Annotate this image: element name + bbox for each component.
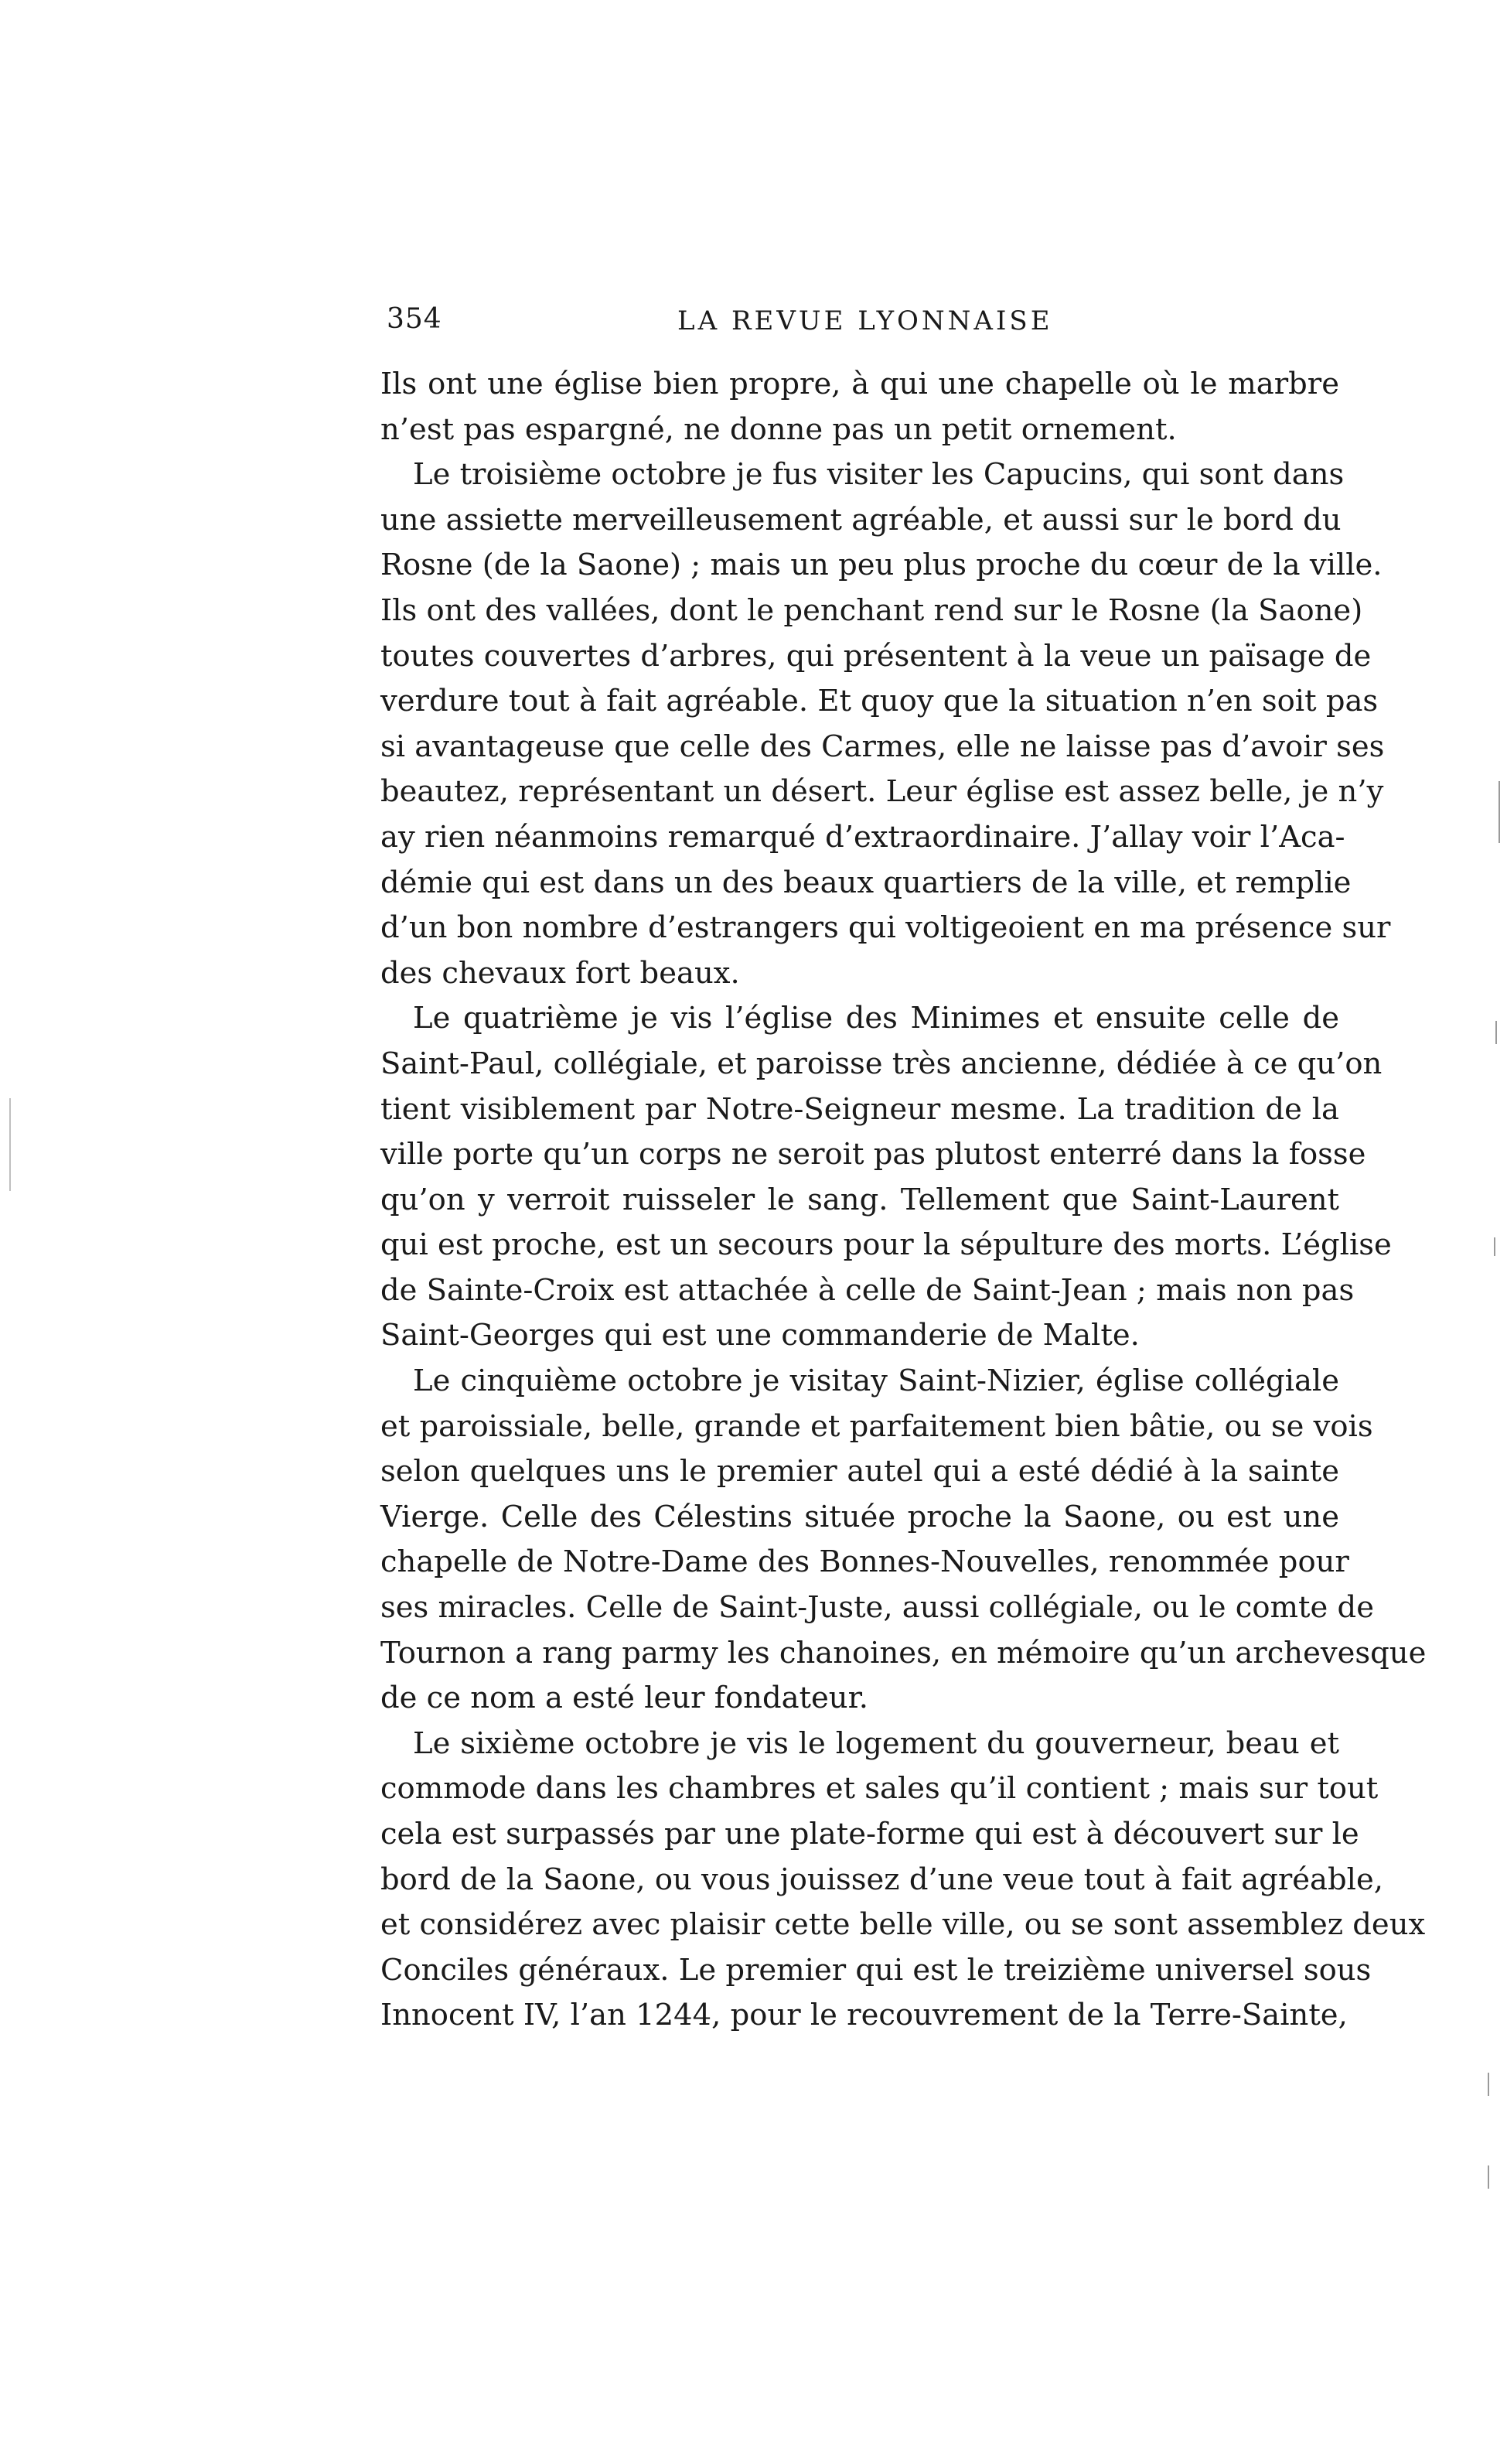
paragraph [380, 452, 1391, 996]
text-line: qu’on y verroit ruisseler le sang. Tellement que Saint-Laurent [380, 1182, 1339, 1217]
text-line: Le cinquième octobre je visitay Saint-Nizier, église collégiale [413, 1363, 1339, 1399]
text-line: Saint-Paul, collégiale, et paroisse très ancienne, dédiée à ce qu’on [380, 1046, 1383, 1081]
paragraph [380, 1359, 1427, 1722]
text-line: démie qui est dans un des beaux quartiers de la ville, et remplie [380, 865, 1352, 900]
text-line: beautez, représentant un désert. Leur église est assez belle, je n’y [380, 774, 1384, 810]
paragraph [380, 1722, 1426, 2039]
text-line: si avantageuse que celle des Carmes, elle ne laisse pas d’avoir ses [380, 729, 1385, 764]
scan-artifact [1494, 1237, 1495, 1256]
text-line: Ils ont des vallées, dont le penchant rend sur le Rosne (la Saone) [380, 592, 1363, 628]
text-line: Ils ont une église bien propre, à qui une chapelle où le marbre [380, 367, 1339, 401]
scan-artifact [1488, 2165, 1489, 2189]
text-line: commode dans les chambres et sales qu’il contient ; mais sur tout [380, 1771, 1379, 1807]
running-head [387, 303, 1338, 350]
text-line: Rosne (de la Saone) ; mais un peu plus proche du cœur de la ville. [380, 548, 1383, 583]
scan-artifact [1495, 1021, 1497, 1044]
text-line: toutes couvertes d’arbres, qui présentent à la veue un païsage de [380, 638, 1372, 674]
text-line: Le quatrième je vis l’église des Minimes et ensuite celle de [413, 1001, 1339, 1036]
text-line: Saint-Georges qui est une commanderie de Malte. [380, 1318, 1140, 1353]
text-line: Innocent IV, l’an 1244, pour le recouvrement de la Terre-Sainte, [380, 1998, 1348, 2033]
text-line: bord de la Saone, ou vous jouissez d’une veue tout à fait agréable, [380, 1862, 1383, 1897]
text-line: des chevaux fort beaux. [380, 955, 740, 991]
text-line: chapelle de Notre-Dame des Bonnes-Nouvelles, renommée pour [380, 1544, 1349, 1580]
text-line: verdure tout à fait agréable. Et quoy que la situation n’en soit pas [380, 684, 1379, 719]
scan-artifact [1488, 2073, 1489, 2096]
text-line: de ce nom a esté leur fondateur. [380, 1681, 869, 1716]
text-line: tient visiblement par Notre-Seigneur mesme. La tradition de la [380, 1091, 1339, 1127]
body-text [380, 362, 1427, 2039]
text-line: et considérez avec plaisir cette belle ville, ou se sont assemblez deux [380, 1907, 1426, 1943]
text-line: selon quelques uns le premier autel qui a esté dédié à la sainte [380, 1454, 1339, 1490]
text-line: et paroissiale, belle, grande et parfaitement bien bâtie, ou se vois [380, 1408, 1373, 1444]
text-line: ses miracles. Celle de Saint-Juste, aussi collégiale, ou le comte de [380, 1590, 1374, 1626]
page-number: 354 [387, 303, 442, 335]
text-line: ay rien néanmoins remarqué d’extraordinaire. J’allay voir l’Aca- [380, 819, 1345, 855]
text-line: Le troisième octobre je fus visiter les Capucins, qui sont dans [413, 457, 1345, 493]
text-line: de Sainte-Croix est attachée à celle de Saint-Jean ; mais non pas [380, 1272, 1355, 1308]
text-line: ville porte qu’un corps ne seroit pas plutost enterré dans la fosse [380, 1137, 1366, 1172]
text-line: d’un bon nombre d’estrangers qui voltigeoient en ma présence sur [380, 910, 1391, 946]
paragraph [380, 362, 1339, 452]
paragraph [380, 996, 1392, 1359]
text-line: Le sixième octobre je vis le logement du gouverneur, beau et [413, 1725, 1339, 1761]
scan-artifact [9, 1098, 11, 1191]
text-line: une assiette merveilleusement agréable, et aussi sur le bord du [380, 502, 1342, 538]
text-line: Tournon a rang parmy les chanoines, en mémoire qu’un archevesque [380, 1635, 1427, 1671]
text-line: qui est proche, est un secours pour la sépulture des morts. L’église [380, 1227, 1392, 1263]
text-line: Conciles généraux. Le premier qui est le treizième universel sous [380, 1952, 1372, 1988]
text-line: cela est surpassés par une plate-forme qui est à découvert sur le [380, 1817, 1359, 1851]
text-line: n’est pas espargné, ne donne pas un petit ornement. [380, 411, 1177, 447]
scan-artifact [1498, 781, 1500, 843]
text-line: Vierge. Celle des Célestins située proche la Saone, ou est une [380, 1499, 1339, 1534]
journal-title: LA REVUE LYONNAISE [677, 305, 1053, 336]
